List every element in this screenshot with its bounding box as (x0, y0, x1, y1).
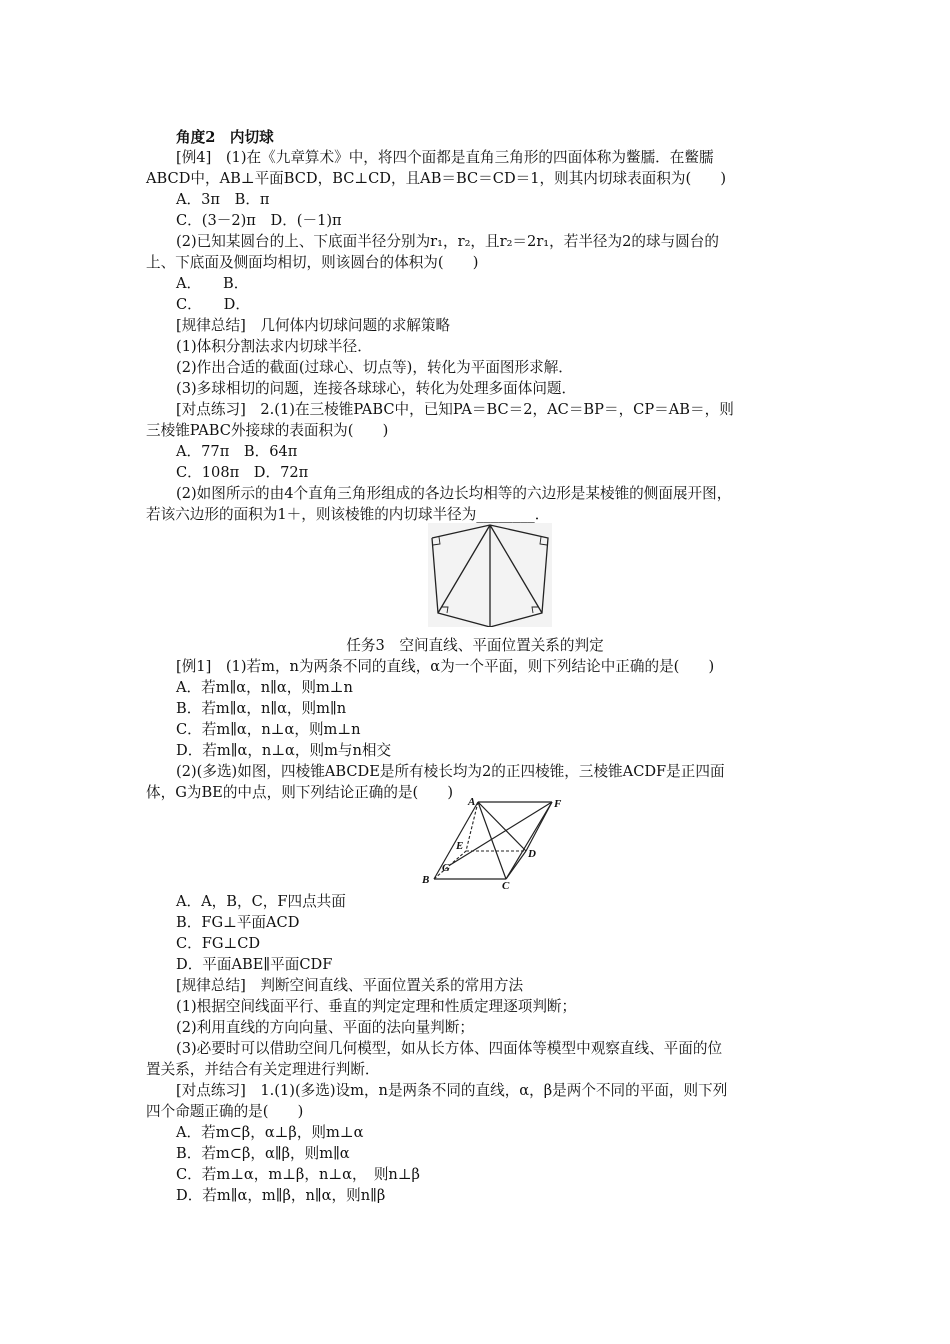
text-line: C．(3－2)π D．(－1)π (176, 212, 342, 229)
text-line: 上、下底面及侧面均相切，则该圆台的体积为( ) (146, 254, 479, 271)
text-line: A．若m∥α，n∥α，则m⊥n (176, 679, 353, 696)
text-line: D．若m∥α，m∥β，n∥α，则n∥β (176, 1187, 386, 1204)
vertex-label-f: F (554, 798, 562, 810)
text-line: 若该六边形的面积为1＋，则该棱锥的内切球半径为________． (146, 506, 550, 523)
pyramid-figure (420, 797, 570, 889)
text-line: (1)根据空间线面平行、垂直的判定定理和性质定理逐项判断； (176, 998, 577, 1015)
vertex-label-b: B (422, 874, 430, 886)
text-line: 四个命题正确的是( ) (146, 1103, 304, 1120)
hexagon-unfolding-figure (428, 523, 552, 627)
text-line: (2)已知某圆台的上、下底面半径分别为r₁，r₂，且r₂＝2r₁，若半径为2的球与圆台的 (176, 233, 719, 250)
text-line: [规律总结] 判断空间直线、平面位置关系的常用方法 (176, 977, 524, 994)
text-line: (3)必要时可以借助空间几何模型，如从长方体、四面体等模型中观察直线、平面的位 (176, 1040, 723, 1057)
text-line: (3)多球相切的问题，连接各球球心，转化为处理多面体问题． (176, 380, 577, 397)
text-line: [例4] (1)在《九章算术》中，将四个面都是直角三角形的四面体称为鳖臑．在鳖臑 (176, 149, 714, 166)
text-line: (2)利用直线的方向向量、平面的法向量判断； (176, 1019, 474, 1036)
vertex-label-d: D (528, 848, 536, 860)
text-line: 置关系，并结合有关定理进行判断． (146, 1061, 380, 1078)
vertex-label-a: A (468, 797, 476, 808)
text-line: B．若m⊂β，α∥β，则m∥α (176, 1145, 350, 1162)
vertex-label-e: E (456, 840, 464, 852)
text-line: 角度2 内切球 (176, 129, 274, 146)
text-line: C．若m∥α，n⊥α，则m⊥n (176, 721, 361, 738)
text-line: [例1] (1)若m，n为两条不同的直线，α为一个平面，则下列结论中正确的是( ) (176, 658, 715, 675)
text-line: 体，G为BE的中点，则下列结论正确的是( ) (146, 784, 454, 801)
text-line: C． D． (176, 296, 250, 313)
vertex-label-g: G (442, 862, 450, 874)
vertex-label-c: C (502, 880, 510, 889)
text-line: ABCD中，AB⊥平面BCD，BC⊥CD，且AB＝BC＝CD＝1，则其内切球表面积为( ) (146, 170, 727, 187)
text-line: A．若m⊂β，α⊥β，则m⊥α (176, 1124, 364, 1141)
text-line: [对点练习] 1.(1)(多选)设m，n是两条不同的直线，α，β是两个不同的平面，则下列 (176, 1082, 728, 1099)
text-line: B．若m∥α，n∥α，则m∥n (176, 700, 347, 717)
text-line: (1)体积分割法求内切球半径． (176, 338, 372, 355)
text-line: [对点练习] 2.(1)在三棱锥PABC中，已知PA＝BC＝2，AC＝BP＝，CP＝AB＝，则 (176, 401, 734, 418)
text-line: A．77π B．64π (176, 443, 298, 460)
text-line: C．FG⊥CD (176, 935, 261, 952)
text-line: (2)(多选)如图，四棱锥ABCDE是所有棱长均为2的正四棱锥，三棱锥ACDF是正四面 (176, 763, 725, 780)
text-line: A． B． (176, 275, 249, 292)
text-line: 三棱锥PABC外接球的表面积为( ) (146, 422, 389, 439)
text-line: C．108π D．72π (176, 464, 309, 481)
text-line: A．A，B，C，F四点共面 (176, 893, 346, 910)
text-line: (2)如图所示的由4个直角三角形组成的各边长均相等的六边形是某棱锥的侧面展开图， (176, 485, 732, 502)
text-line: D．平面ABE∥平面CDF (176, 956, 333, 973)
text-line: A．3π B．π (176, 191, 270, 208)
text-line: D．若m∥α，n⊥α，则m与n相交 (176, 742, 392, 759)
text-line: [规律总结] 几何体内切球问题的求解策略 (176, 317, 451, 334)
text-line: B．FG⊥平面ACD (176, 914, 300, 931)
text-line: (2)作出合适的截面(过球心、切点等)，转化为平面图形求解． (176, 359, 573, 376)
text-line: 任务3 空间直线、平面位置关系的判定 (346, 637, 604, 654)
text-line: C．若m⊥α，m⊥β，n⊥α， 则n⊥β (176, 1166, 420, 1183)
